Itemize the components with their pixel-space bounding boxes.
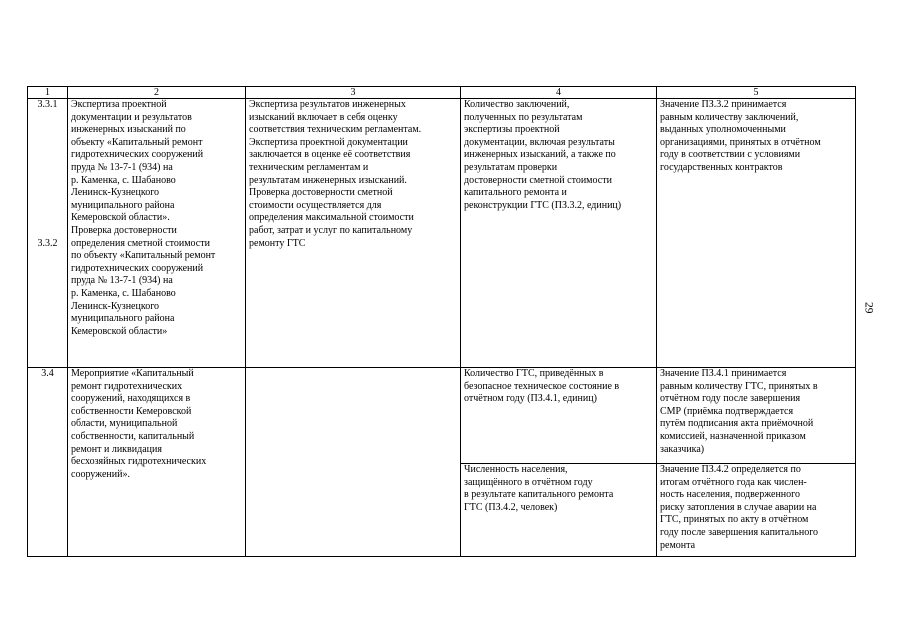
page-number: 29 [862, 302, 875, 314]
table-row [28, 368, 856, 464]
header-col-4: 4 [461, 87, 657, 99]
method-description: Экспертиза результатов инженерных изысканий включает в себя оценку соответствия техническим регламентам. Экспертиза проектной документации заключается в оценке её соответствия техническим регламентам и результатам инженерных изысканий. Проверка достоверности сметной стоимости осуществляется для определения максимальной стоимости работ, затрат и услуг по капитальному ремонту ГТС [246, 99, 461, 368]
activity-name: Экспертиза проектной документации и результатов инженерных изысканий по объекту «Капитальный ремонт гидротехнических сооружений пруда № 13-7-1 (934) на р. Каменка, с. Шабаново Ленинск-Кузнецкого муниципального района Кемеровской области». [71, 99, 204, 224]
header-col-5: 5 [657, 87, 856, 99]
activity-name: Проверка достоверности определения сметной стоимости по объекту «Капитальный ремонт гидротехнических сооружений пруда № 13-7-1 (934) на р. Каменка, с. Шабаново Ленинск-Кузнецкого муниципального района Кемеровской области» [71, 224, 216, 337]
value-description: Значение ПЗ.4.2 определяется по итогам отчётного года как числен- ность населения, подверженного риску затопления в случае аварии на ГТС, принятых по акту в отчётном году после завершения капитального ремонта [657, 464, 856, 557]
indicator-description: Численность населения, защищённого в отчётном году в результате капитального ремонта ГТС (ПЗ.4.2, человек) [461, 464, 657, 557]
method-description [246, 368, 461, 557]
indicator-description: Количество заключений, полученных по результатам экспертизы проектной документации, включая результаты инженерных изысканий, а также по результатам проверки достоверности сметной стоимости капитального ремонта и реконструкции ГТС (ПЗ.3.2, единиц) [461, 99, 657, 368]
table-header-row [28, 87, 856, 99]
row-number: 3.3.2 [37, 237, 58, 249]
indicators-table [27, 86, 856, 557]
indicator-description: Количество ГТС, приведённых в безопасное техническое состояние в отчётном году (ПЗ.4.1, единиц) [461, 368, 657, 464]
row-number: 3.4 [28, 368, 68, 557]
value-description: Значение ПЗ.3.2 принимается равным количеству заключений, выданных уполномоченными организациями, принятых в отчётном году в соответствии с условиями государственных контрактов [657, 99, 856, 368]
row-number-cell [28, 99, 68, 368]
header-col-1: 1 [28, 87, 68, 99]
header-col-2: 2 [68, 87, 246, 99]
row-number: 3.3.1 [37, 99, 58, 110]
activity-name-cell [68, 99, 246, 368]
table-row [28, 99, 856, 368]
header-col-3: 3 [246, 87, 461, 99]
value-description: Значение ПЗ.4.1 принимается равным количеству ГТС, принятых в отчётном году после завершения СМР (приёмка подтверждается путём подписания акта приёмочной комиссией, назначенной приказом заказчика) [657, 368, 856, 464]
activity-name: Мероприятие «Капитальный ремонт гидротехнических сооружений, находящихся в собственности Кемеровской области, муниципальной собственности, капитальный ремонт и ликвидация бесхозяйных гидротехнических сооружений». [68, 368, 246, 557]
